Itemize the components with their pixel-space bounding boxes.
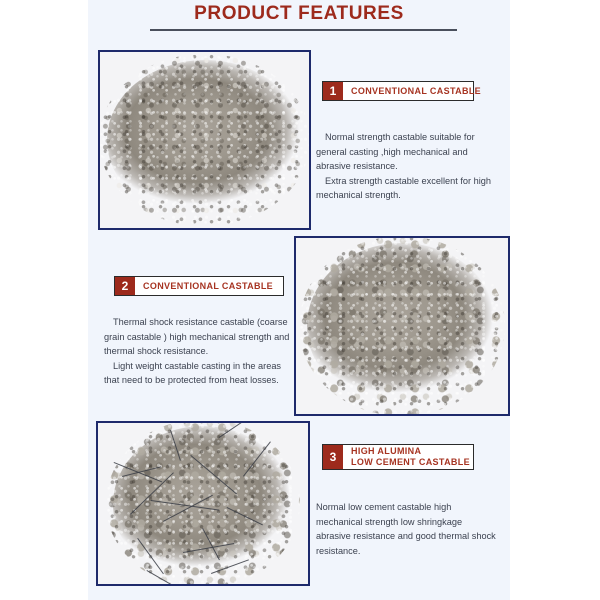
feature-photo-1-inner bbox=[100, 52, 309, 228]
castable-pile-1 bbox=[107, 60, 303, 220]
feature-body-2 bbox=[104, 315, 296, 388]
castable-pile-2 bbox=[307, 243, 497, 409]
pile-grain-medium-1 bbox=[99, 54, 311, 227]
feature-label-2 bbox=[114, 276, 284, 296]
feature-photo-2-inner bbox=[296, 238, 508, 414]
castable-pile-3 bbox=[113, 426, 293, 582]
feature-photo-1 bbox=[98, 50, 311, 230]
title-divider bbox=[150, 29, 457, 31]
feature-number-1: 1 bbox=[323, 82, 343, 100]
feature-photo-3-inner bbox=[98, 423, 308, 584]
feature-photo-3 bbox=[96, 421, 310, 586]
pile-grain-fine-2 bbox=[299, 236, 504, 415]
feature-number-3: 3 bbox=[323, 445, 343, 469]
feature-1-paragraph-1: Normal strength castable suitable for general casting ,high mechanical and abrasive resistance. bbox=[316, 132, 475, 172]
feature-label-line-2-1: CONVENTIONAL CASTABLE bbox=[143, 280, 274, 291]
feature-2-paragraph-1: Thermal shock resistance castable (coarse grain castable ) high mechanical strength and thermal shock resistance. bbox=[104, 317, 290, 357]
feature-label-line-3-2: LOW CEMENT CASTABLE bbox=[351, 457, 470, 467]
feature-label-text-1 bbox=[343, 82, 489, 100]
feature-2-paragraph-2: Light weight castable casting in the areas that need to be protected from heat losses. bbox=[104, 360, 282, 386]
feature-label-line-3-1: HIGH ALUMINA bbox=[351, 446, 422, 456]
page-title-text: PRODUCT FEATURES bbox=[194, 3, 404, 24]
feature-photo-2 bbox=[294, 236, 510, 416]
feature-number-2: 2 bbox=[115, 277, 135, 295]
feature-3-paragraph-1: Normal low cement castable high mechanical strength low shringkage abrasive resistance and good thermal shock resistance. bbox=[316, 502, 496, 556]
steel-fibers-3 bbox=[102, 421, 304, 586]
feature-body-3 bbox=[316, 500, 498, 558]
feature-body-1 bbox=[316, 130, 496, 203]
feature-1-paragraph-2: Extra strength castable excellent for high mechanical strength. bbox=[316, 175, 491, 201]
feature-label-3 bbox=[322, 444, 474, 470]
feature-label-text-3 bbox=[343, 445, 478, 469]
feature-label-line-1-1: CONVENTIONAL CASTABLE bbox=[351, 85, 482, 96]
feature-label-1 bbox=[322, 81, 482, 101]
feature-label-text-2 bbox=[135, 277, 283, 295]
